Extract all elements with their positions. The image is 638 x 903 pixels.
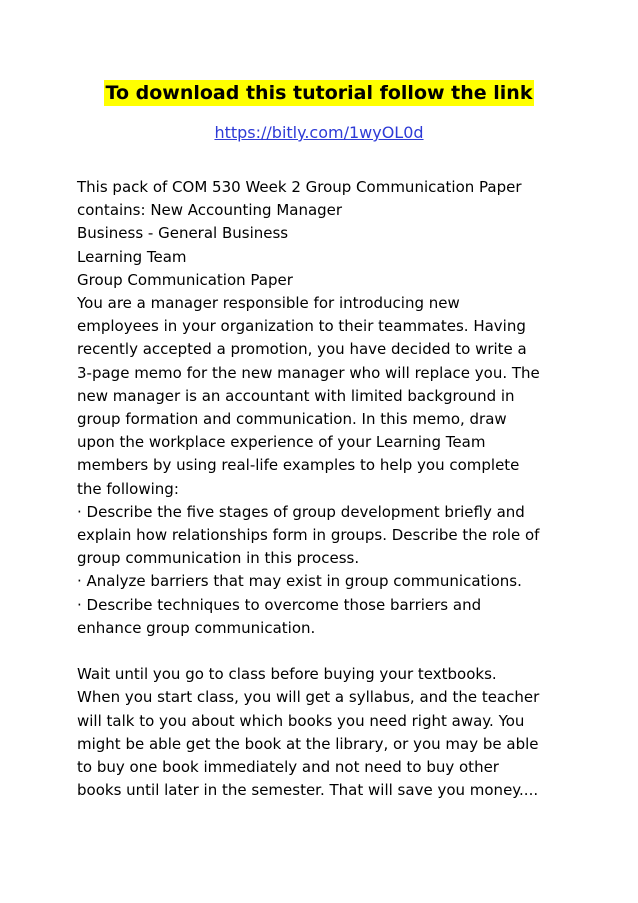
- paragraph-line: employees in your organization to their teammates. Having: [77, 317, 526, 336]
- paragraph-line: · Describe the five stages of group development briefly and: [77, 502, 525, 521]
- paragraph-line: contains: New Accounting Manager: [77, 201, 343, 220]
- link-container: [0, 122, 638, 144]
- title-container: [0, 80, 638, 106]
- paragraph-line: will talk to you about which books you need right away. You: [77, 711, 525, 730]
- paragraph-line: to buy one book immediately and not need to buy other: [77, 758, 499, 777]
- paragraph-line: new manager is an accountant with limited background in: [77, 386, 515, 405]
- paragraph-line: Business - General Business: [77, 224, 289, 243]
- paragraph-line: group communication in this process.: [77, 549, 360, 568]
- page-title: To download this tutorial follow the link: [105, 82, 533, 104]
- paragraph-line: might be able get the book at the library, or you may be able: [77, 734, 539, 753]
- paragraph-line: Learning Team: [77, 247, 187, 266]
- paragraph-line: When you start class, you will get a syllabus, and the teacher: [77, 688, 540, 707]
- tutorial-link[interactable]: https://bitly.com/1wyOL0d: [214, 123, 424, 142]
- paragraph-line: explain how relationships form in groups. Describe the role of: [77, 526, 540, 545]
- paragraph-line: Wait until you go to class before buying your textbooks.: [77, 665, 497, 684]
- paragraph-line: Group Communication Paper: [77, 270, 293, 289]
- paragraph-line: books until later in the semester. That will save you money....: [77, 781, 539, 800]
- paragraph-line: · Analyze barriers that may exist in group communications.: [77, 572, 522, 591]
- blank-line: [77, 640, 567, 663]
- paragraph-line: You are a manager responsible for introducing new: [77, 294, 460, 313]
- paragraph-line: This pack of COM 530 Week 2 Group Communication Paper: [77, 178, 522, 196]
- document-body: [77, 176, 567, 802]
- paragraph-line: recently accepted a promotion, you have decided to write a: [77, 340, 527, 359]
- paragraph-line: enhance group communication.: [77, 618, 316, 637]
- paragraph-line: · Describe techniques to overcome those barriers and: [77, 595, 482, 614]
- paragraph-line: group formation and communication. In this memo, draw: [77, 410, 507, 429]
- paragraph-line: upon the workplace experience of your Learning Team: [77, 433, 486, 452]
- paragraph-line: 3-page memo for the new manager who will replace you. The: [77, 363, 540, 382]
- paragraph-line: members by using real-life examples to help you complete: [77, 456, 520, 475]
- paragraph-line: the following:: [77, 479, 179, 498]
